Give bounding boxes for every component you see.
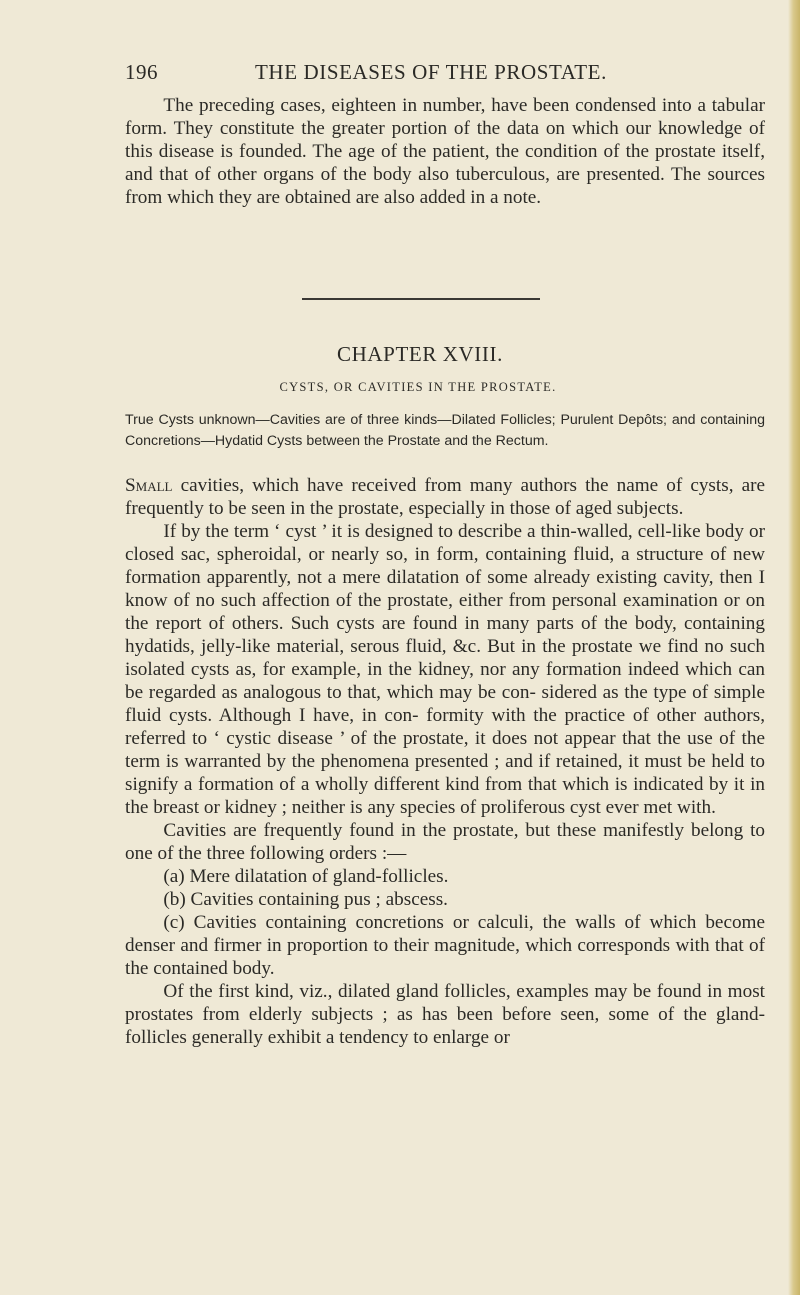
paragraph-1-lead: Small <box>125 475 173 496</box>
chapter-title: CHAPTER XVIII. <box>337 342 503 366</box>
paragraph-1-text: cavities, which have received from many authors the name of cysts, are frequently to be seen in the prostate, especially in those of aged subjects. <box>125 475 765 519</box>
chapter-synopsis <box>125 410 765 451</box>
page-header <box>0 60 800 90</box>
paragraph-3: Cavities are frequently found in the prostate, but these manifestly belong to one of the three following orders :— <box>125 820 765 864</box>
list-item-b: (b) Cavities containing pus ; abscess. <box>163 889 448 910</box>
chapter-body <box>125 474 765 1049</box>
list-item-c: (c) Cavities containing concretions or calculi, the walls of which become denser and firmer in proportion to their magnitude, which corresponds with that of the contained body. <box>125 912 765 979</box>
running-head: THE DISEASES OF THE PROSTATE. <box>255 60 607 84</box>
paragraph-4: Of the first kind, viz., dilated gland follicles, examples may be found in most prostates from elderly subjects ; as has been before seen, some of the gland-follicles generally exhibit a tendency to enlarge or <box>125 981 765 1048</box>
chapter-subtitle: CYSTS, OR CAVITIES IN THE PROSTATE. <box>279 380 557 394</box>
intro-paragraph: The preceding cases, eighteen in number, have been condensed into a tabular form. They constitute the greater portion of the data on which our knowledge of this disease is founded. The age of the patient, the condition of the prostate itself, and that of other organs of the body also tuberculous, are presented. The sources from which they are obtained are also added in a note. <box>125 95 765 208</box>
synopsis-text: True Cysts unknown—Cavities are of three kinds—Dilated Follicles; Purulent Depôts; and containing Concretions—Hydatid Cysts between the Prostate and the Rectum. <box>125 412 765 449</box>
paragraph-1 <box>125 474 765 520</box>
section-divider <box>302 298 540 300</box>
page-number: 196 <box>125 60 158 84</box>
list-item-a: (a) Mere dilatation of gland-follicles. <box>163 866 449 887</box>
page-edge <box>788 0 800 1295</box>
paragraph-2: If by the term ‘ cyst ’ it is designed to describe a thin-walled, cell-like body or closed sac, spheroidal, or nearly so, in form, containing fluid, a structure of new formation apparently, not a mere dilatation of some already existing cavity, then I know of no such affection of the prostate, either from personal examination or on the report of others. Such cysts are found in many parts of the body, containing hydatids, jelly-like material, serous fluid, &c. But in the prostate we find no such isolated cysts as, for example, in the kidney, nor any formation indeed which can be regarded as analogous to that, which may be con- sidered as the type of simple fluid cysts. Although I have, in con- formity with the practice of other authors, referred to ‘ cystic disease ’ of the prostate, it does not appear that the use of the term is warranted by the phenomena presented ; and if retained, it must be held to signify a formation of a wholly different kind from that which is indicated by it in the breast or kidney ; neither is any species of proliferous cyst ever met with. <box>125 521 765 818</box>
intro-section <box>125 94 765 209</box>
